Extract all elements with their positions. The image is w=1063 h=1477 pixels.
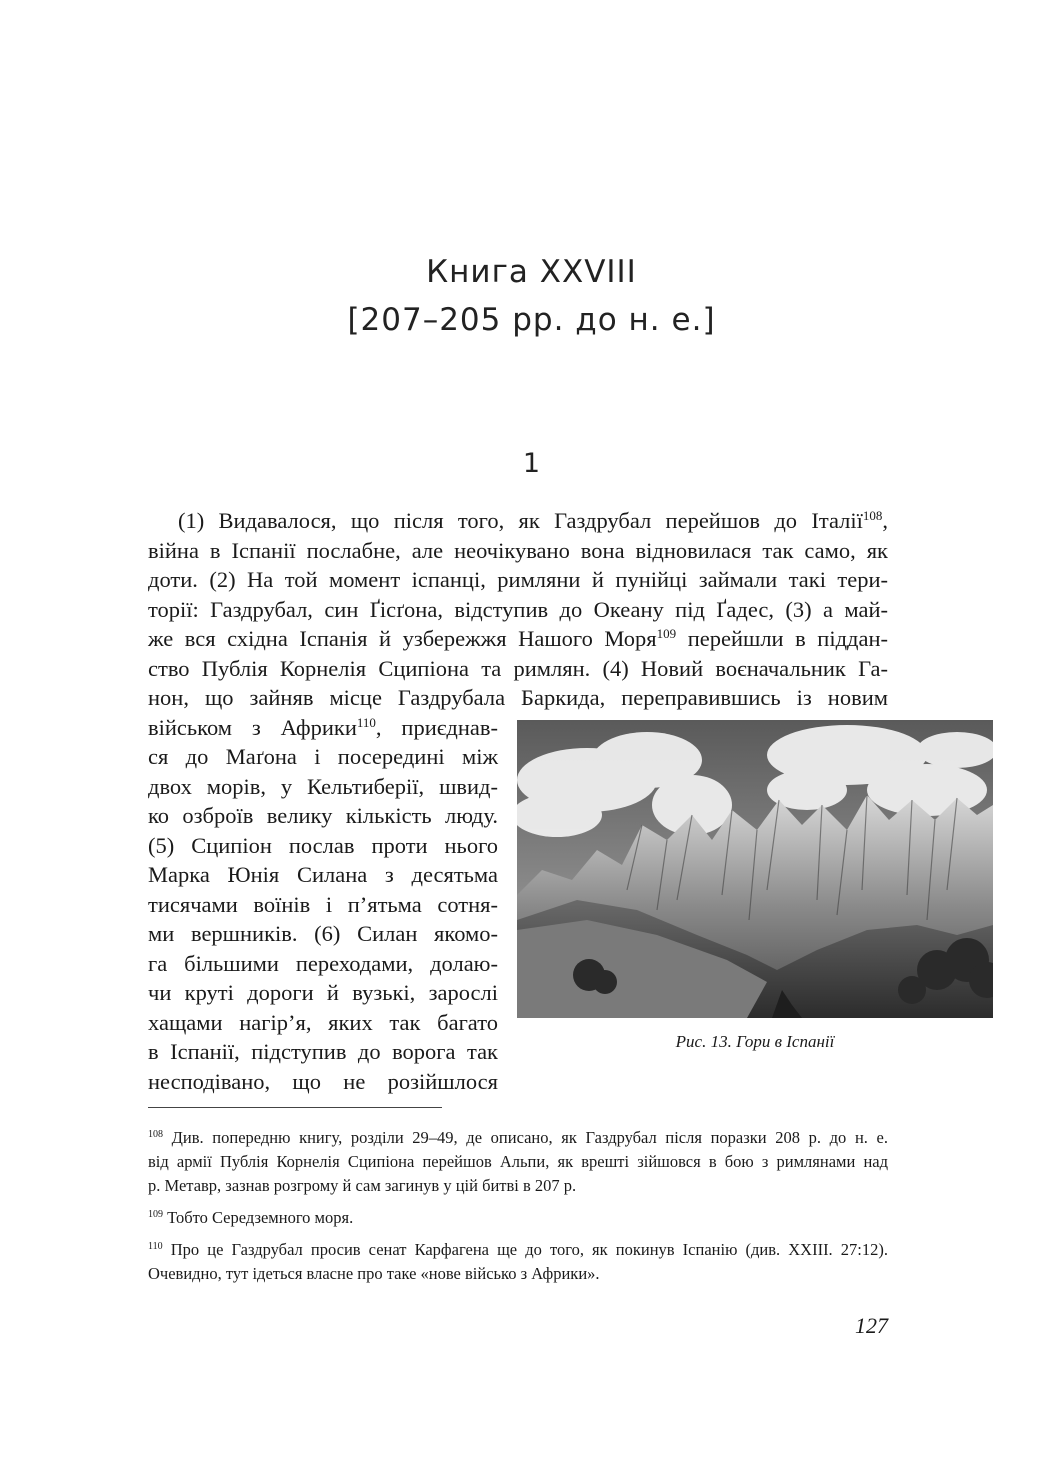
footnote-mark: 109 bbox=[148, 1209, 163, 1220]
paragraph-line: Марка Юнія Силана з десятьма bbox=[148, 862, 498, 887]
chapter-number: 1 bbox=[522, 448, 541, 479]
paragraph-line: (1) Видавалося, що після того, як Газдрубал перейшов до Італії$^{108}$, bbox=[178, 508, 888, 533]
mountains-figure bbox=[517, 720, 993, 1018]
paragraph-line: чи круті дороги й вузькі, зарослі bbox=[148, 980, 498, 1005]
book-period: [207–205 рр. до н. е.] bbox=[347, 302, 716, 338]
footnote-109 bbox=[148, 1206, 888, 1230]
paragraph-line: доти. (2) На той момент іспанці, римляни й пунійці займали такі тери- bbox=[148, 567, 888, 592]
paragraph-line: ся до Маґона і посередині між bbox=[148, 744, 498, 769]
paragraph-line: двох морів, у Кельтиберії, швид- bbox=[148, 773, 498, 799]
mountain-photo-icon bbox=[517, 720, 993, 1018]
footnote-110 bbox=[148, 1238, 888, 1286]
footnote-text: р. Метавр, зазнав розгрому й сам загинув у цій битві в 207 р. bbox=[148, 1176, 577, 1195]
paragraph-line: (5) Сципіон послав проти нього bbox=[148, 832, 498, 858]
paragraph-line: нон, що зайняв місце Газдрубала Баркида, переправившись із новим bbox=[148, 685, 888, 710]
footnote-text: Очевидно, тут ідеться власне про таке «нове військо з Африки». bbox=[148, 1264, 600, 1283]
footnote-ref[interactable]: 108 bbox=[862, 508, 883, 523]
paragraph-line: в Іспанії, підступив до ворога так bbox=[148, 1039, 498, 1064]
footnotes bbox=[148, 1126, 888, 1294]
footnote-text: Тобто Середземного моря. bbox=[163, 1208, 354, 1227]
footnote-ref[interactable]: 110 bbox=[356, 714, 376, 730]
paragraph-line: тисячами воїнів і п’ятьма сотня- bbox=[148, 891, 498, 917]
footnote-mark: 108 bbox=[148, 1129, 163, 1140]
figure-caption: Рис. 13. Гори в Іспанії bbox=[675, 1032, 835, 1051]
footnote-mark: 110 bbox=[148, 1241, 163, 1252]
footnote-108 bbox=[148, 1126, 888, 1198]
footnote-divider bbox=[148, 1107, 442, 1108]
paragraph-line: га більшими переходами, долаю- bbox=[148, 950, 498, 976]
footnote-ref[interactable]: 109 bbox=[656, 626, 677, 641]
paragraph-line: же вся східна Іспанія й узбережжя Нашого Моря$^{109}$ перейшли в піддан- bbox=[148, 626, 888, 651]
paragraph-line: хащами нагір’я, яких так багато bbox=[148, 1009, 498, 1035]
page-number: 127 bbox=[855, 1313, 888, 1338]
footnote-text: Про це Газдрубал просив сенат Карфагена ще до того, як покинув Іспанію (див. XXIII. 27:12). bbox=[162, 1240, 888, 1259]
paragraph-line: військом з Африки$^{110}$, приєднав- bbox=[148, 714, 498, 740]
book-title: Книга XXVIII bbox=[426, 254, 637, 290]
paragraph-line: ко озброїв велику кількість люду. bbox=[148, 803, 498, 828]
paragraph-line: ми вершників. (6) Силан якомо- bbox=[148, 921, 498, 946]
footnote-text: від армії Публія Корнелія Сципіона перейшов Альпи, як врешті зійшовся в бою з римлянами над bbox=[148, 1152, 888, 1171]
paragraph-line: несподівано, що не розійшлося bbox=[148, 1068, 498, 1094]
paragraph-line: ство Публія Корнелія Сципіона та римлян. (4) Новий воєначальник Га- bbox=[148, 655, 888, 681]
paragraph-line: війна в Іспанії послабне, але неочікувано вона відновилася так само, як bbox=[148, 537, 888, 563]
footnote-text: Див. попередню книгу, розділи 29–49, де описано, як Газдрубал після поразки 208 р. до н. е. bbox=[163, 1128, 888, 1147]
paragraph-line: торії: Газдрубал, син Ґісґона, відступив до Океану під Ґадес, (3) а май- bbox=[148, 596, 888, 622]
book-heading bbox=[0, 248, 1063, 344]
